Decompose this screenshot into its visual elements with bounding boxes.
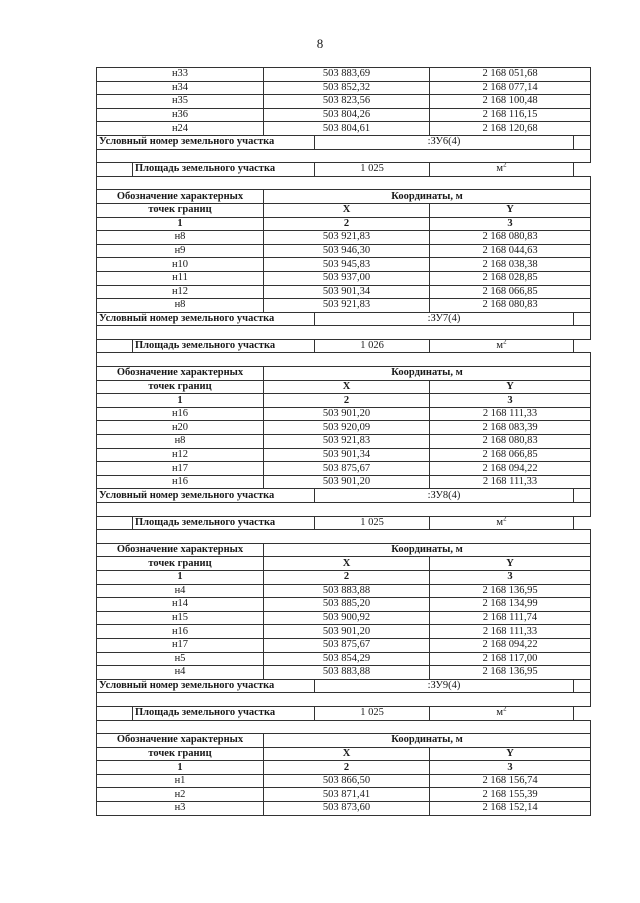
table-row [97,611,591,625]
designation-header: Обозначение характерных [97,367,264,381]
table-row [97,435,591,449]
table-row [97,475,591,489]
y-cell: 2 168 134,99 [430,598,591,612]
unit-base: м [496,516,504,528]
empty-cell [97,530,591,544]
point-cell: н2 [97,788,264,802]
x-cell: 503 804,61 [264,122,430,136]
point-cell: н8 [97,435,264,449]
area-unit [430,706,574,720]
y-cell: 2 168 083,39 [430,421,591,435]
empty-cell [97,693,591,707]
header-row [97,543,591,557]
designation-header: Обозначение характерных [97,543,264,557]
table-row [97,271,591,285]
point-cell: н14 [97,598,264,612]
empty-cell [574,135,591,149]
point-cell: н16 [97,407,264,421]
blank-row [97,176,591,190]
point-cell: н15 [97,611,264,625]
column-number-2: 2 [264,394,430,408]
x-cell: 503 883,88 [264,584,430,598]
header-row [97,734,591,748]
designation-header-2: точек границ [97,557,264,571]
x-cell: 503 937,00 [264,271,430,285]
x-cell: 503 901,20 [264,407,430,421]
header-row [97,190,591,204]
parcel-number-label: Условный номер земельного участка [97,679,315,693]
page-number: 8 [316,36,324,51]
y-cell: 2 168 111,33 [430,475,591,489]
x-cell: 503 875,67 [264,462,430,476]
column-number-1: 1 [97,217,264,231]
point-cell: н12 [97,448,264,462]
point-cell: н5 [97,652,264,666]
area-label: Площадь земельного участка [133,163,315,177]
header-row [97,747,591,761]
point-cell: н16 [97,625,264,639]
y-cell: 2 168 077,14 [430,81,591,95]
parcel-number-row [97,312,591,326]
header-row [97,380,591,394]
column-number-3: 3 [430,761,591,775]
parcel-number-row [97,489,591,503]
x-header: X [264,380,430,394]
y-cell: 2 168 100,48 [430,95,591,109]
y-cell: 2 168 136,95 [430,584,591,598]
point-cell: н36 [97,108,264,122]
x-cell: 503 901,20 [264,625,430,639]
column-number-2: 2 [264,570,430,584]
y-cell: 2 168 038,38 [430,258,591,272]
column-number-3: 3 [430,394,591,408]
x-cell: 503 900,92 [264,611,430,625]
unit-base: м [496,707,504,719]
column-number-1: 1 [97,761,264,775]
unit-base: м [496,163,504,175]
empty-cell [97,516,133,530]
x-header: X [264,747,430,761]
point-cell: н16 [97,475,264,489]
y-cell: 2 168 152,14 [430,802,591,816]
point-cell: н24 [97,122,264,136]
table-row [97,774,591,788]
column-number-1: 1 [97,570,264,584]
table-row [97,108,591,122]
unit-base: м [496,340,504,352]
y-header: Y [430,380,591,394]
point-cell: н11 [97,271,264,285]
column-number-row [97,217,591,231]
coordinates-table [96,67,591,816]
column-number-row [97,570,591,584]
y-cell: 2 168 080,83 [430,231,591,245]
x-cell: 503 875,67 [264,638,430,652]
x-cell: 503 885,20 [264,598,430,612]
y-header: Y [430,747,591,761]
column-number-row [97,761,591,775]
blank-row [97,503,591,517]
area-value: 1 026 [315,339,430,353]
point-cell: н9 [97,244,264,258]
area-row [97,516,591,530]
y-cell: 2 168 136,95 [430,666,591,680]
empty-cell [97,176,591,190]
y-cell: 2 168 156,74 [430,774,591,788]
x-header: X [264,557,430,571]
empty-cell [97,326,591,340]
column-number-1: 1 [97,394,264,408]
empty-cell [97,503,591,517]
y-cell: 2 168 051,68 [430,68,591,82]
point-cell: н12 [97,285,264,299]
x-cell: 503 866,50 [264,774,430,788]
y-cell: 2 168 028,85 [430,271,591,285]
empty-cell [574,163,591,177]
y-cell: 2 168 080,83 [430,435,591,449]
area-row [97,339,591,353]
x-cell: 503 823,56 [264,95,430,109]
x-cell: 503 945,83 [264,258,430,272]
y-cell: 2 168 116,15 [430,108,591,122]
x-cell: 503 946,30 [264,244,430,258]
y-cell: 2 168 066,85 [430,448,591,462]
y-cell: 2 168 044,63 [430,244,591,258]
table-row [97,598,591,612]
designation-header-2: точек границ [97,747,264,761]
empty-cell [574,516,591,530]
unit-exponent: 2 [503,516,507,523]
table-row [97,448,591,462]
empty-cell [97,149,591,163]
point-cell: н1 [97,774,264,788]
table-row [97,421,591,435]
unit-exponent: 2 [503,706,507,713]
area-label: Площадь земельного участка [133,706,315,720]
blank-row [97,326,591,340]
point-cell: н17 [97,638,264,652]
empty-cell [97,706,133,720]
x-cell: 503 901,34 [264,448,430,462]
blank-row [97,149,591,163]
table-row [97,258,591,272]
point-cell: н3 [97,802,264,816]
empty-cell [97,353,591,367]
coordinates-header: Координаты, м [264,543,591,557]
blank-row [97,530,591,544]
point-cell: н20 [97,421,264,435]
y-header: Y [430,557,591,571]
y-cell: 2 168 066,85 [430,285,591,299]
coordinates-header: Координаты, м [264,367,591,381]
x-cell: 503 921,83 [264,231,430,245]
x-cell: 503 871,41 [264,788,430,802]
x-cell: 503 901,20 [264,475,430,489]
area-unit [430,516,574,530]
x-cell: 503 804,26 [264,108,430,122]
empty-cell [574,339,591,353]
parcel-number-row [97,135,591,149]
table-row [97,299,591,313]
empty-cell [574,489,591,503]
area-value: 1 025 [315,516,430,530]
x-cell: 503 921,83 [264,299,430,313]
x-cell: 503 920,09 [264,421,430,435]
table-row [97,462,591,476]
column-number-2: 2 [264,761,430,775]
point-cell: н4 [97,584,264,598]
point-cell: н4 [97,666,264,680]
area-row [97,163,591,177]
y-cell: 2 168 080,83 [430,299,591,313]
x-cell: 503 883,69 [264,68,430,82]
x-cell: 503 921,83 [264,435,430,449]
y-cell: 2 168 111,74 [430,611,591,625]
area-label: Площадь земельного участка [133,516,315,530]
designation-header-2: точек границ [97,203,264,217]
y-header: Y [430,203,591,217]
blank-row [97,720,591,734]
parcel-number-label: Условный номер земельного участка [97,489,315,503]
empty-cell [97,339,133,353]
parcel-number-value: :ЗУ8(4) [315,489,574,503]
table-row [97,122,591,136]
x-header: X [264,203,430,217]
table-row [97,652,591,666]
area-value: 1 025 [315,163,430,177]
y-cell: 2 168 111,33 [430,407,591,421]
table-row [97,666,591,680]
table-row [97,407,591,421]
area-row [97,706,591,720]
header-row [97,557,591,571]
empty-cell [574,706,591,720]
designation-header-2: точек границ [97,380,264,394]
blank-row [97,353,591,367]
area-label: Площадь земельного участка [133,339,315,353]
y-cell: 2 168 117,00 [430,652,591,666]
x-cell: 503 883,88 [264,666,430,680]
point-cell: н17 [97,462,264,476]
column-number-3: 3 [430,217,591,231]
table-row [97,285,591,299]
area-unit [430,163,574,177]
x-cell: 503 901,34 [264,285,430,299]
y-cell: 2 168 120,68 [430,122,591,136]
column-number-row [97,394,591,408]
point-cell: н35 [97,95,264,109]
table-row [97,788,591,802]
coordinates-header: Координаты, м [264,190,591,204]
empty-cell [574,679,591,693]
x-cell: 503 873,60 [264,802,430,816]
empty-cell [97,720,591,734]
table-row [97,68,591,82]
column-number-2: 2 [264,217,430,231]
x-cell: 503 854,29 [264,652,430,666]
parcel-number-value: :ЗУ7(4) [315,312,574,326]
designation-header: Обозначение характерных [97,190,264,204]
point-cell: н8 [97,299,264,313]
empty-cell [97,163,133,177]
area-unit [430,339,574,353]
y-cell: 2 168 155,39 [430,788,591,802]
area-value: 1 025 [315,706,430,720]
point-cell: н33 [97,68,264,82]
parcel-number-row [97,679,591,693]
table-row [97,584,591,598]
table-row [97,95,591,109]
table-row [97,231,591,245]
header-row [97,203,591,217]
x-cell: 503 852,32 [264,81,430,95]
column-number-3: 3 [430,570,591,584]
parcel-number-value: :ЗУ6(4) [315,135,574,149]
table-row [97,802,591,816]
point-cell: н10 [97,258,264,272]
unit-exponent: 2 [503,339,507,346]
parcel-number-label: Условный номер земельного участка [97,135,315,149]
point-cell: н8 [97,231,264,245]
header-row [97,367,591,381]
table-row [97,81,591,95]
point-cell: н34 [97,81,264,95]
unit-exponent: 2 [503,162,507,169]
parcel-number-label: Условный номер земельного участка [97,312,315,326]
y-cell: 2 168 094,22 [430,638,591,652]
designation-header: Обозначение характерных [97,734,264,748]
empty-cell [574,312,591,326]
blank-row [97,693,591,707]
y-cell: 2 168 111,33 [430,625,591,639]
table-row [97,638,591,652]
y-cell: 2 168 094,22 [430,462,591,476]
coordinates-header: Координаты, м [264,734,591,748]
table-row [97,625,591,639]
table-row [97,244,591,258]
parcel-number-value: :ЗУ9(4) [315,679,574,693]
